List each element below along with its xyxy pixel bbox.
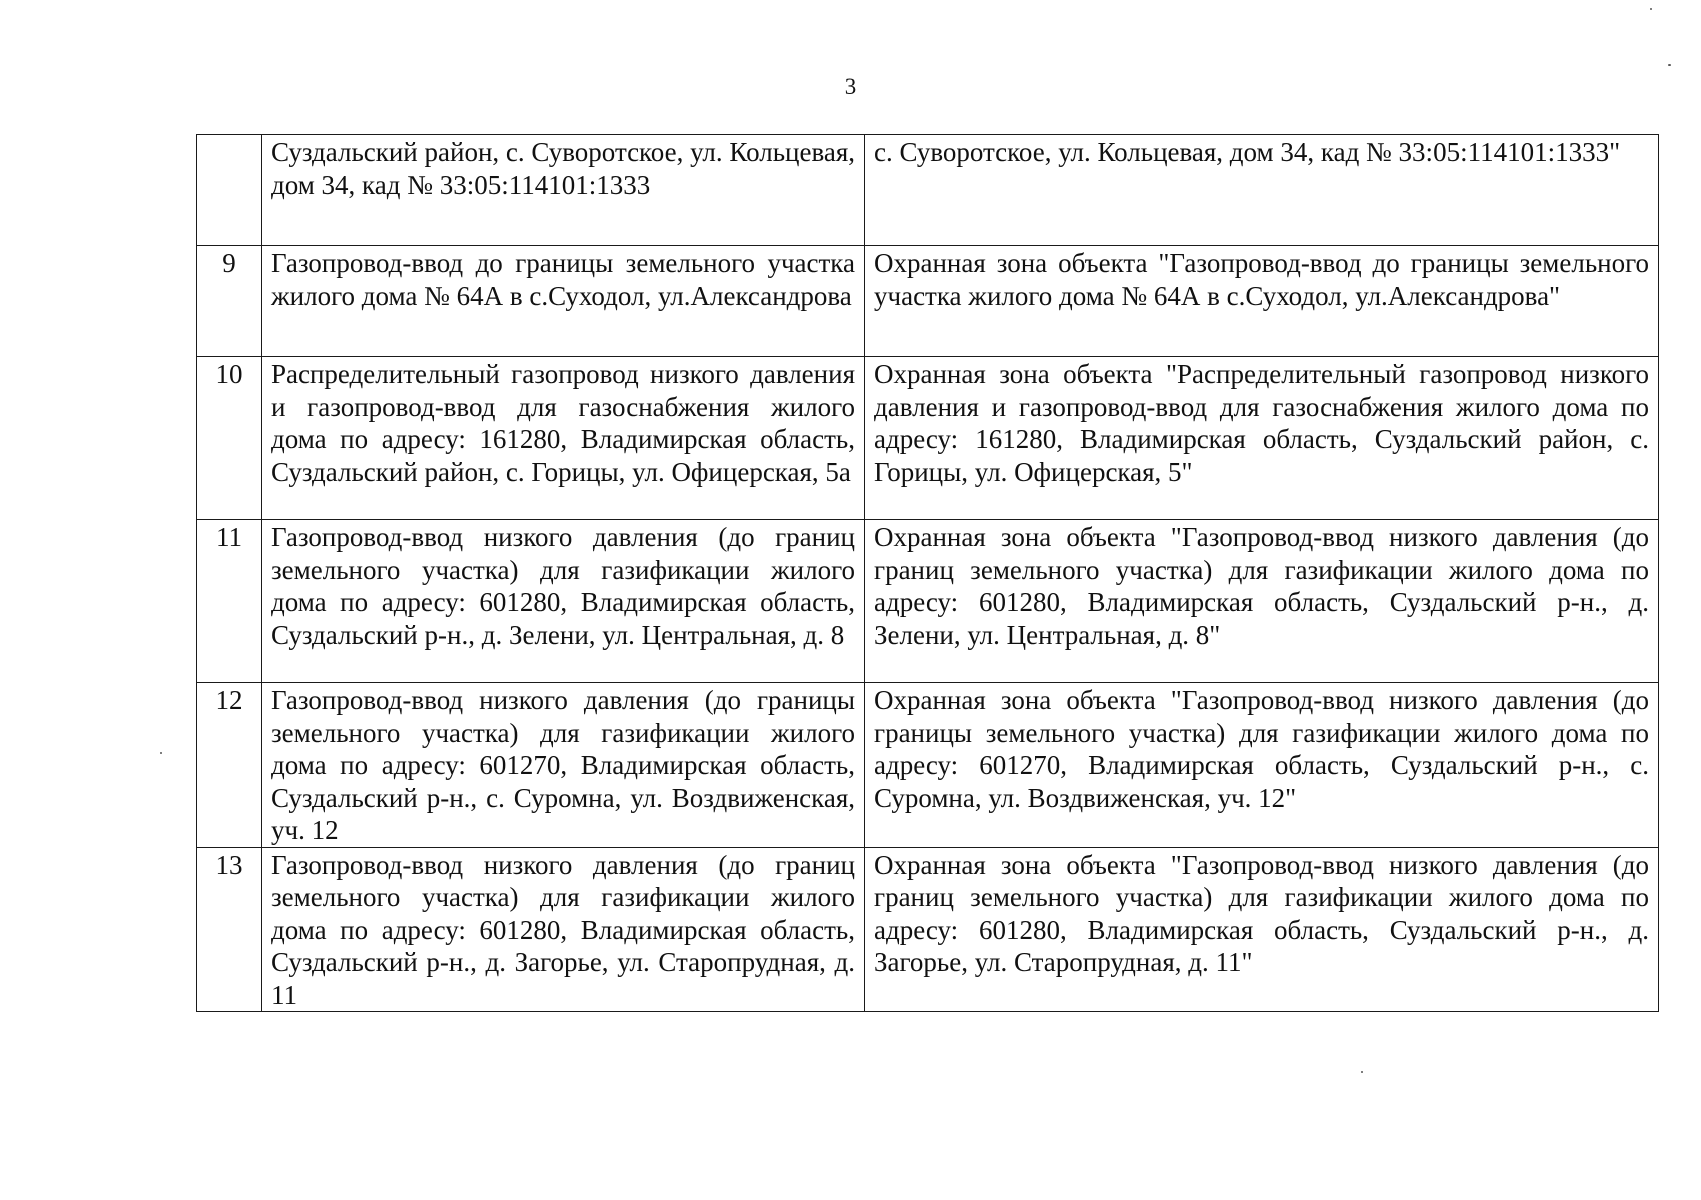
scan-speck [1361,1071,1363,1073]
object-name-cell: Суздальский район, с. Суворотское, ул. Кольцевая, дом 34, кад № 33:05:114101:1333 [262,135,865,246]
object-name-cell: Газопровод-ввод низкого давления (до границ земельного участка) для газификации жилого дома по адресу: 601280, Владимирская область, Суздальский р-н., д. Загорье, ул. Старопрудная, д. 11 [262,847,865,1012]
table-row [197,847,1659,1012]
page-number: 3 [844,74,857,99]
protection-zone-cell: Охранная зона объекта "Газопровод-ввод до границы земельного участка жилого дома № 64А в с.Суходол, ул.Александрова" [865,246,1659,357]
row-number-cell: 11 [197,520,262,683]
scan-speck [1668,64,1671,66]
row-number-cell: 9 [197,246,262,357]
table-row [197,683,1659,848]
protection-zone-cell: Охранная зона объекта "Газопровод-ввод низкого давления (до границ земельного участка) для газификации жилого дома по адресу: 601280, Владимирская область, Суздальский р-н., д. Зелени, ул. Центральная, д. 8" [865,520,1659,683]
protection-zone-cell: Охранная зона объекта "Газопровод-ввод низкого давления (до границы земельного участка) для газификации жилого дома по адресу: 601270, Владимирская область, Суздальский р-н., с. Суромна, ул. Воздвиженская, уч. 12" [865,683,1659,848]
object-name-cell: Распределительный газопровод низкого давления и газопровод-ввод для газоснабжения жилого дома по адресу: 161280, Владимирская область, Суздальский район, с. Горицы, ул. Офицерская, 5а [262,357,865,520]
table-row [197,520,1659,683]
row-number-cell: 13 [197,847,262,1012]
table-row [197,135,1659,246]
protection-zone-cell: с. Суворотское, ул. Кольцевая, дом 34, кад № 33:05:114101:1333" [865,135,1659,246]
object-name-cell: Газопровод-ввод до границы земельного участка жилого дома № 64А в с.Суходол, ул.Александрова [262,246,865,357]
table-row [197,246,1659,357]
object-name-cell: Газопровод-ввод низкого давления (до границы земельного участка) для газификации жилого дома по адресу: 601270, Владимирская область, Суздальский р-н., с. Суромна, ул. Воздвиженская, уч. 12 [262,683,865,848]
row-number-cell: 12 [197,683,262,848]
protection-zone-cell: Охранная зона объекта "Распределительный газопровод низкого давления и газопровод-ввод для газоснабжения жилого дома по адресу: 161280, Владимирская область, Суздальский район, с. Горицы, ул. Офицерская, 5" [865,357,1659,520]
row-number-cell: 10 [197,357,262,520]
scan-speck [160,752,162,754]
object-name-cell: Газопровод-ввод низкого давления (до границ земельного участка) для газификации жилого дома по адресу: 601280, Владимирская область, Суздальский р-н., д. Зелени, ул. Центральная, д. 8 [262,520,865,683]
row-number-cell [197,135,262,246]
protection-zone-cell: Охранная зона объекта "Газопровод-ввод низкого давления (до границ земельного участка) для газификации жилого дома по адресу: 601280, Владимирская область, Суздальский р-н., д. Загорье, ул. Старопрудная, д. 11" [865,847,1659,1012]
table-row [197,357,1659,520]
scan-speck [1650,8,1652,10]
protection-zones-table [196,134,1659,1012]
